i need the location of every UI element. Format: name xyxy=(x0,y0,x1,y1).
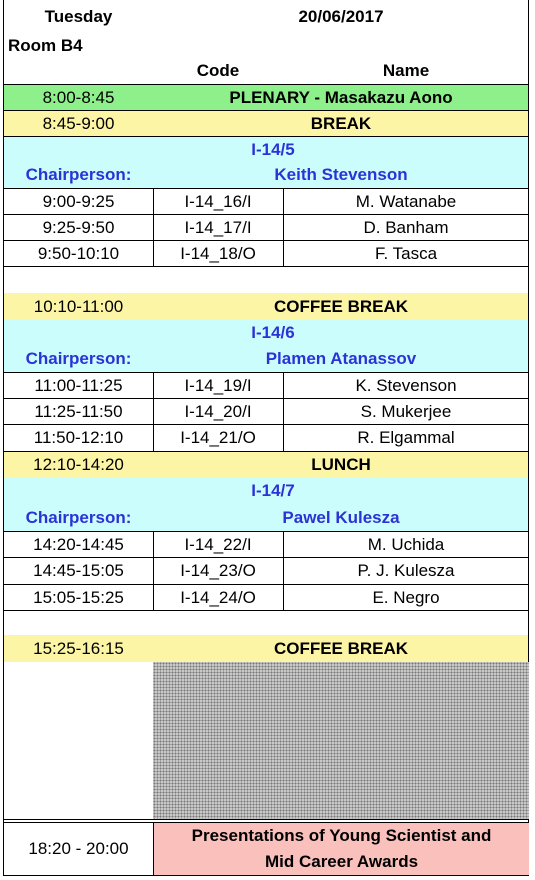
talk-time: 14:20-14:45 xyxy=(33,534,124,554)
chairperson-name: Keith Stevenson xyxy=(274,165,408,184)
talk-time: 11:25-11:50 xyxy=(34,401,123,421)
lunch-row xyxy=(4,451,528,478)
coffee-break-time: 15:25-16:15 xyxy=(33,638,124,658)
session-code-row xyxy=(4,136,528,162)
awards-time: 18:20 - 20:00 xyxy=(28,839,129,858)
schedule-sheet xyxy=(3,0,529,876)
talk-row xyxy=(4,424,528,451)
chairperson-row xyxy=(4,162,528,188)
talk-speaker: E. Negro xyxy=(372,587,440,607)
coffee-break-row xyxy=(4,293,528,320)
talk-row xyxy=(4,214,528,240)
talk-speaker: K. Stevenson xyxy=(355,375,457,395)
unscheduled-block xyxy=(153,662,529,819)
talk-time: 11:50-12:10 xyxy=(33,428,124,447)
talk-row xyxy=(4,188,528,214)
session-code: I-14/7 xyxy=(251,481,295,500)
talk-row xyxy=(4,531,528,557)
talk-speaker: S. Mukerjee xyxy=(360,401,452,421)
talk-speaker: R. Elgammal xyxy=(357,428,455,447)
chairperson-name: Pawel Kulesza xyxy=(282,507,400,527)
column-header-row xyxy=(4,58,528,84)
talk-time: 9:50-10:10 xyxy=(37,243,120,263)
chairperson-label: Chairperson: xyxy=(25,507,132,527)
talk-row xyxy=(4,372,528,398)
talk-row xyxy=(4,557,528,584)
awards-title xyxy=(153,823,529,875)
talk-code: I-14_17/I xyxy=(184,217,252,237)
coffee-break-time: 10:10-11:00 xyxy=(33,296,124,316)
session-code: I-14/6 xyxy=(251,323,295,342)
lunch-time: 12:10-14:20 xyxy=(33,455,124,474)
talk-time: 11:00-11:25 xyxy=(34,375,123,395)
coffee-break-row xyxy=(4,635,528,662)
lunch-title: LUNCH xyxy=(311,455,371,474)
talk-time: 9:00-9:25 xyxy=(42,191,115,211)
talk-row xyxy=(4,398,528,424)
header-row xyxy=(4,0,528,34)
break-row xyxy=(4,110,528,136)
room-row xyxy=(4,34,528,58)
awards-title-line2: Mid Career Awards xyxy=(264,852,419,871)
talk-row xyxy=(4,584,528,611)
day-label: Tuesday xyxy=(44,7,113,26)
talk-code: I-14_21/O xyxy=(180,428,256,447)
talk-time: 15:05-15:25 xyxy=(33,587,124,607)
plenary-row xyxy=(4,84,528,110)
talk-code: I-14_24/O xyxy=(180,587,256,607)
session-code: I-14/5 xyxy=(251,139,295,159)
awards-row xyxy=(4,823,528,876)
chairperson-label: Chairperson: xyxy=(25,165,132,184)
talk-speaker: F. Tasca xyxy=(374,243,438,263)
talk-code: I-14_16/I xyxy=(184,191,252,211)
talk-code: I-14_20/I xyxy=(184,401,252,421)
talk-code: I-14_23/O xyxy=(180,561,256,580)
chairperson-label: Chairperson: xyxy=(25,349,132,368)
session-code-row xyxy=(4,320,528,346)
session-code-row xyxy=(4,478,528,504)
talk-code: I-14_22/I xyxy=(184,534,252,554)
awards-title-line1: Presentations of Young Scientist and xyxy=(191,826,492,845)
talk-code: I-14_18/O xyxy=(180,243,256,263)
talk-time: 14:45-15:05 xyxy=(33,561,124,580)
talk-speaker: D. Banham xyxy=(363,217,449,237)
room-label: Room B4 xyxy=(8,36,83,55)
plenary-time: 8:00-8:45 xyxy=(42,87,115,107)
date-label: 20/06/2017 xyxy=(298,7,384,26)
name-column-header: Name xyxy=(382,61,430,80)
code-column-header: Code xyxy=(196,61,240,80)
talk-row xyxy=(4,240,528,267)
talk-speaker: P. J. Kulesza xyxy=(357,561,455,580)
break-time: 8:45-9:00 xyxy=(42,113,115,133)
chairperson-row xyxy=(4,504,528,531)
plenary-title: PLENARY - Masakazu Aono xyxy=(229,87,453,107)
break-title: BREAK xyxy=(310,113,372,133)
talk-speaker: M. Uchida xyxy=(367,534,445,554)
chairperson-name: Plamen Atanassov xyxy=(265,349,417,368)
chairperson-row xyxy=(4,346,528,372)
coffee-break-title: COFFEE BREAK xyxy=(273,296,409,316)
coffee-break-title: COFFEE BREAK xyxy=(273,638,409,658)
talk-time: 9:25-9:50 xyxy=(42,217,115,237)
talk-speaker: M. Watanabe xyxy=(355,191,457,211)
talk-code: I-14_19/I xyxy=(184,375,252,395)
